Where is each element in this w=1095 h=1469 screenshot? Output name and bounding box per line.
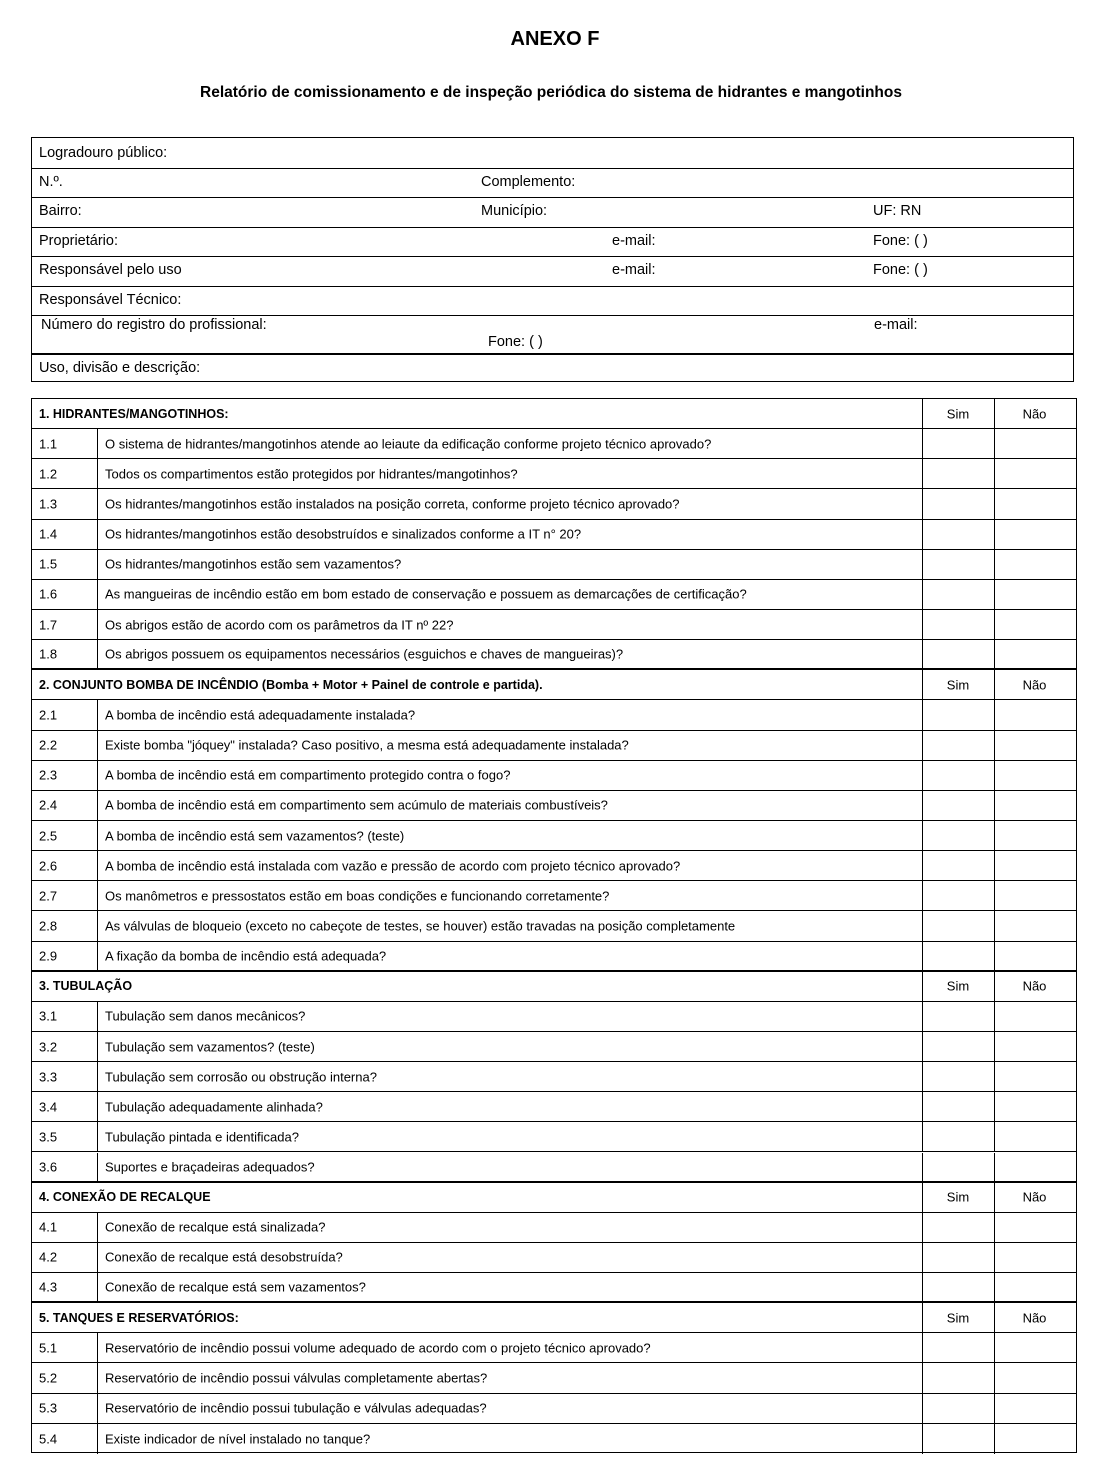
item-number: 5.4 (39, 1431, 58, 1447)
item-number: 1.2 (39, 466, 58, 482)
item-number: 3.1 (39, 1008, 58, 1024)
sim-answer-cell[interactable] (923, 520, 994, 549)
section-header-row (32, 1183, 1076, 1213)
info-row-logradouro (32, 138, 1073, 169)
sim-answer-cell[interactable] (923, 1424, 994, 1454)
checklist-item-row (32, 1122, 1076, 1152)
column-divider (97, 1062, 98, 1091)
nao-answer-cell[interactable] (995, 851, 1076, 880)
item-number: 3.6 (39, 1159, 58, 1175)
checklist-item-row (32, 1062, 1076, 1092)
item-question: Todos os compartimentos estão protegidos por hidrantes/mangotinhos? (105, 466, 518, 482)
item-number: 1.4 (39, 526, 58, 542)
checklist-item-row (32, 942, 1076, 972)
nao-answer-cell[interactable] (995, 610, 1076, 639)
column-divider (97, 489, 98, 518)
municipio-label: Município: (481, 203, 548, 219)
sim-answer-cell[interactable] (923, 821, 994, 850)
checklist-item-row (32, 821, 1076, 851)
item-number: 4.3 (39, 1279, 58, 1295)
item-question: A bomba de incêndio está instalada com vazão e pressão de acordo com projeto técnico aprovado? (105, 858, 681, 874)
item-number: 1.3 (39, 496, 58, 512)
checklist-item-row (32, 881, 1076, 911)
item-question: Os abrigos possuem os equipamentos necessários (esguichos e chaves de mangueiras)? (105, 646, 624, 662)
item-question: A bomba de incêndio está adequadamente instalada? (105, 707, 416, 723)
item-question: Tubulação pintada e identificada? (105, 1129, 299, 1145)
column-divider (97, 459, 98, 488)
checklist-item-row (32, 640, 1076, 670)
item-number: 5.2 (39, 1370, 58, 1386)
sim-answer-cell[interactable] (923, 459, 994, 488)
item-number: 5.3 (39, 1400, 58, 1416)
nao-answer-cell[interactable] (995, 1092, 1076, 1121)
item-number: 2.8 (39, 918, 58, 934)
nao-answer-cell[interactable] (995, 520, 1076, 549)
proprietario-fone-label: Fone: ( ) (873, 233, 928, 249)
sim-column-header: Sim (946, 1310, 970, 1326)
column-divider (97, 791, 98, 820)
info-row-responsavel-uso (32, 256, 1073, 287)
item-number: 2.9 (39, 948, 58, 964)
item-number: 4.2 (39, 1249, 58, 1265)
nao-answer-cell[interactable] (995, 580, 1076, 609)
checklist-item-row (32, 1032, 1076, 1062)
checklist-item-row (32, 1273, 1076, 1303)
item-number: 2.5 (39, 828, 58, 844)
item-question: Reservatório de incêndio possui volume adequado de acordo com o projeto técnico aprovado? (105, 1340, 651, 1356)
uf-label: UF: RN (873, 203, 922, 219)
uso-label: Uso, divisão e descrição: (39, 360, 201, 376)
item-question: Existe indicador de nível instalado no tanque? (105, 1431, 371, 1447)
section-title: 2. CONJUNTO BOMBA DE INCÊNDIO (Bomba + Motor + Painel de controle e partida). (39, 677, 543, 692)
item-question: Tubulação sem vazamentos? (teste) (105, 1039, 315, 1054)
checklist-item-row (32, 580, 1076, 610)
sim-answer-cell[interactable] (923, 1153, 994, 1181)
column-divider (97, 550, 98, 579)
identification-box (31, 137, 1074, 382)
sim-answer-cell[interactable] (923, 1273, 994, 1301)
sim-answer-cell[interactable] (923, 610, 994, 639)
nao-column-header: Não (1022, 978, 1047, 994)
sim-column-header: Sim (946, 978, 970, 994)
checklist-item-row (32, 1213, 1076, 1243)
nao-answer-cell[interactable] (995, 1153, 1076, 1181)
sim-column-header: Sim (946, 1189, 970, 1205)
item-number: 3.5 (39, 1129, 58, 1145)
item-question: A bomba de incêndio está sem vazamentos? (teste) (105, 828, 405, 844)
item-number: 2.4 (39, 797, 58, 813)
checklist-item-row (32, 1394, 1076, 1424)
column-divider (97, 1333, 98, 1362)
nao-column-header: Não (1022, 677, 1047, 693)
sim-answer-cell[interactable] (923, 429, 994, 458)
column-divider (97, 610, 98, 639)
column-divider (97, 1424, 98, 1454)
nao-answer-cell[interactable] (995, 731, 1076, 760)
nao-answer-cell[interactable] (995, 1424, 1076, 1454)
section-header-row (32, 670, 1076, 700)
item-question: Reservatório de incêndio possui tubulação e válvulas adequadas? (105, 1400, 487, 1416)
sim-column-header: Sim (946, 406, 970, 422)
section-title: 3. TUBULAÇÃO (39, 979, 133, 994)
section-title: 5. TANQUES E RESERVATÓRIOS: (39, 1310, 239, 1325)
nao-answer-cell[interactable] (995, 1002, 1076, 1031)
item-question: Tubulação adequadamente alinhada? (105, 1099, 323, 1115)
checklist-item-row (32, 1092, 1076, 1122)
column-divider (97, 1273, 98, 1301)
column-divider (97, 731, 98, 760)
info-row-proprietario (32, 227, 1073, 257)
checklist-item-row (32, 911, 1076, 941)
item-question: Conexão de recalque está desobstruída? (105, 1249, 343, 1265)
sim-answer-cell[interactable] (923, 580, 994, 609)
column-divider (97, 942, 98, 970)
checklist-item-row (32, 791, 1076, 821)
item-question: Tubulação sem corrosão ou obstrução interna? (105, 1069, 377, 1085)
info-row-numero (32, 168, 1073, 198)
column-divider (97, 1394, 98, 1423)
nao-answer-cell[interactable] (995, 1394, 1076, 1423)
column-divider (97, 1032, 98, 1061)
page-subtitle: Relatório de comissionamento e de inspeção periódica do sistema de hidrantes e mangotinhos (200, 84, 902, 101)
nao-answer-cell[interactable] (995, 761, 1076, 790)
sim-answer-cell[interactable] (923, 761, 994, 790)
column-divider (97, 851, 98, 880)
checklist-item-row (32, 1333, 1076, 1363)
column-divider (97, 429, 98, 458)
checklist-item-row (32, 700, 1076, 730)
complemento-label: Complemento: (481, 174, 576, 190)
nao-answer-cell[interactable] (995, 700, 1076, 729)
section-header-row (32, 399, 1076, 429)
item-number: 2.7 (39, 888, 58, 904)
page-title: ANEXO F (510, 28, 600, 50)
item-question: As mangueiras de incêndio estão em bom estado de conservação e possuem as demarcações de certificação? (105, 586, 747, 602)
column-divider (97, 700, 98, 729)
item-question: Suportes e braçadeiras adequados? (105, 1159, 315, 1175)
logradouro-label: Logradouro público: (39, 145, 168, 161)
item-question: Conexão de recalque está sinalizada? (105, 1219, 326, 1235)
nao-answer-cell[interactable] (995, 821, 1076, 850)
sim-answer-cell[interactable] (923, 640, 994, 668)
item-question: As válvulas de bloqueio (exceto no cabeçote de testes, se houver) estão travadas na posição completamente (105, 918, 736, 934)
sim-answer-cell[interactable] (923, 1092, 994, 1121)
section-title: 1. HIDRANTES/MANGOTINHOS: (39, 406, 229, 421)
nao-column-header: Não (1022, 406, 1047, 422)
sim-answer-cell[interactable] (923, 1032, 994, 1061)
column-divider (97, 1002, 98, 1031)
proprietario-label: Proprietário: (39, 233, 118, 249)
item-number: 4.1 (39, 1219, 58, 1235)
item-number: 2.3 (39, 767, 58, 783)
section-header-row (32, 972, 1076, 1002)
nao-answer-cell[interactable] (995, 1333, 1076, 1362)
checklist-item-row (32, 1363, 1076, 1393)
item-number: 2.2 (39, 737, 58, 753)
item-question: O sistema de hidrantes/mangotinhos atende ao leiaute da edificação conforme projeto técnico aprovado? (105, 436, 712, 452)
item-number: 3.2 (39, 1039, 58, 1054)
column-divider (97, 580, 98, 609)
column-divider (97, 640, 98, 668)
info-row-uso (32, 353, 1073, 381)
item-number: 2.1 (39, 707, 58, 723)
info-row-bairro (32, 197, 1073, 228)
checklist-item-row (32, 610, 1076, 640)
checklist-item-row (32, 761, 1076, 791)
checklist-item-row (32, 1424, 1076, 1454)
item-number: 1.1 (39, 436, 58, 452)
item-question: A bomba de incêndio está em compartimento sem acúmulo de materiais combustíveis? (105, 797, 608, 813)
sim-answer-cell[interactable] (923, 1333, 994, 1362)
column-divider (97, 821, 98, 850)
checklist-item-row (32, 851, 1076, 881)
item-question: Os hidrantes/mangotinhos estão desobstruídos e sinalizados conforme a IT n° 20? (105, 526, 582, 542)
column-divider (97, 881, 98, 910)
item-number: 5.1 (39, 1340, 58, 1356)
bairro-label: Bairro: (39, 203, 82, 219)
column-divider (97, 1363, 98, 1392)
checklist-item-row (32, 1243, 1076, 1273)
nao-answer-cell[interactable] (995, 942, 1076, 970)
sim-answer-cell[interactable] (923, 851, 994, 880)
responsavel-tecnico-label: Responsável Técnico: (39, 292, 182, 308)
item-question: Conexão de recalque está sem vazamentos? (105, 1279, 366, 1295)
checklist-item-row (32, 429, 1076, 459)
column-divider (97, 761, 98, 790)
nao-answer-cell[interactable] (995, 429, 1076, 458)
registro-email-label: e-mail: (874, 317, 918, 333)
column-divider (97, 1153, 98, 1181)
sim-answer-cell[interactable] (923, 881, 994, 910)
nao-answer-cell[interactable] (995, 550, 1076, 579)
section-header-row (32, 1303, 1076, 1333)
nao-column-header: Não (1022, 1189, 1047, 1205)
item-question: Os manômetros e pressostatos estão em boas condições e funcionando corretamente? (105, 888, 610, 904)
column-divider (97, 1122, 98, 1151)
item-number: 3.4 (39, 1099, 58, 1115)
responsavel-uso-fone-label: Fone: ( ) (873, 262, 928, 278)
sim-answer-cell[interactable] (923, 550, 994, 579)
checklist-item-row (32, 731, 1076, 761)
item-number: 1.6 (39, 586, 58, 602)
nao-answer-cell[interactable] (995, 791, 1076, 820)
sim-answer-cell[interactable] (923, 731, 994, 760)
item-question: Os hidrantes/mangotinhos estão instalados na posição correta, conforme projeto técnico aprovado? (105, 496, 680, 512)
inspection-checklist (31, 398, 1077, 1453)
column-divider (97, 520, 98, 549)
section-title: 4. CONEXÃO DE RECALQUE (39, 1190, 211, 1205)
item-question: Tubulação sem danos mecânicos? (105, 1008, 306, 1024)
column-divider (97, 1213, 98, 1242)
checklist-item-row (32, 550, 1076, 580)
item-question: Existe bomba "jóquey" instalada? Caso positivo, a mesma está adequadamente instalada? (105, 737, 629, 753)
item-number: 1.5 (39, 556, 58, 572)
nao-answer-cell[interactable] (995, 1363, 1076, 1392)
numero-label: N.º. (39, 174, 63, 190)
nao-answer-cell[interactable] (995, 881, 1076, 910)
item-number: 2.6 (39, 858, 58, 874)
item-number: 3.3 (39, 1069, 58, 1085)
sim-answer-cell[interactable] (923, 1363, 994, 1392)
responsavel-uso-email-label: e-mail: (612, 262, 656, 278)
sim-answer-cell[interactable] (923, 1394, 994, 1423)
item-question: A bomba de incêndio está em compartimento protegido contra o fogo? (105, 767, 511, 783)
info-row-responsavel-tecnico (32, 286, 1073, 316)
info-row-registro (32, 315, 1073, 355)
nao-answer-cell[interactable] (995, 1243, 1076, 1272)
column-divider (97, 1243, 98, 1272)
item-question: Os abrigos estão de acordo com os parâmetros da IT nº 22? (105, 617, 454, 633)
item-number: 1.8 (39, 646, 58, 662)
sim-answer-cell[interactable] (923, 791, 994, 820)
sim-answer-cell[interactable] (923, 942, 994, 970)
checklist-item-row (32, 520, 1076, 550)
item-question: Os hidrantes/mangotinhos estão sem vazamentos? (105, 556, 402, 572)
nao-answer-cell[interactable] (995, 489, 1076, 518)
sim-answer-cell[interactable] (923, 489, 994, 518)
responsavel-uso-label: Responsável pelo uso (39, 262, 182, 278)
nao-answer-cell[interactable] (995, 1213, 1076, 1242)
sim-answer-cell[interactable] (923, 1213, 994, 1242)
column-divider (97, 1092, 98, 1121)
sim-answer-cell[interactable] (923, 1062, 994, 1091)
sim-column-header: Sim (946, 677, 970, 693)
nao-answer-cell[interactable] (995, 1122, 1076, 1151)
sim-answer-cell[interactable] (923, 911, 994, 940)
nao-answer-cell[interactable] (995, 911, 1076, 940)
checklist-item-row (32, 1002, 1076, 1032)
checklist-item-row (32, 489, 1076, 519)
nao-answer-cell[interactable] (995, 1273, 1076, 1301)
column-divider (97, 911, 98, 940)
nao-column-header: Não (1022, 1310, 1047, 1326)
nao-answer-cell[interactable] (995, 459, 1076, 488)
checklist-item-row (32, 459, 1076, 489)
checklist-item-row (32, 1153, 1076, 1183)
sim-answer-cell[interactable] (923, 1122, 994, 1151)
registro-fone-label: Fone: ( ) (488, 334, 543, 350)
item-question: Reservatório de incêndio possui válvulas completamente abertas? (105, 1370, 488, 1386)
nao-answer-cell[interactable] (995, 1032, 1076, 1061)
sim-answer-cell[interactable] (923, 1243, 994, 1272)
nao-answer-cell[interactable] (995, 640, 1076, 668)
proprietario-email-label: e-mail: (612, 233, 656, 249)
sim-answer-cell[interactable] (923, 700, 994, 729)
nao-answer-cell[interactable] (995, 1062, 1076, 1091)
sim-answer-cell[interactable] (923, 1002, 994, 1031)
registro-label: Número do registro do profissional: (41, 317, 267, 333)
item-number: 1.7 (39, 617, 58, 633)
item-question: A fixação da bomba de incêndio está adequada? (105, 948, 387, 964)
